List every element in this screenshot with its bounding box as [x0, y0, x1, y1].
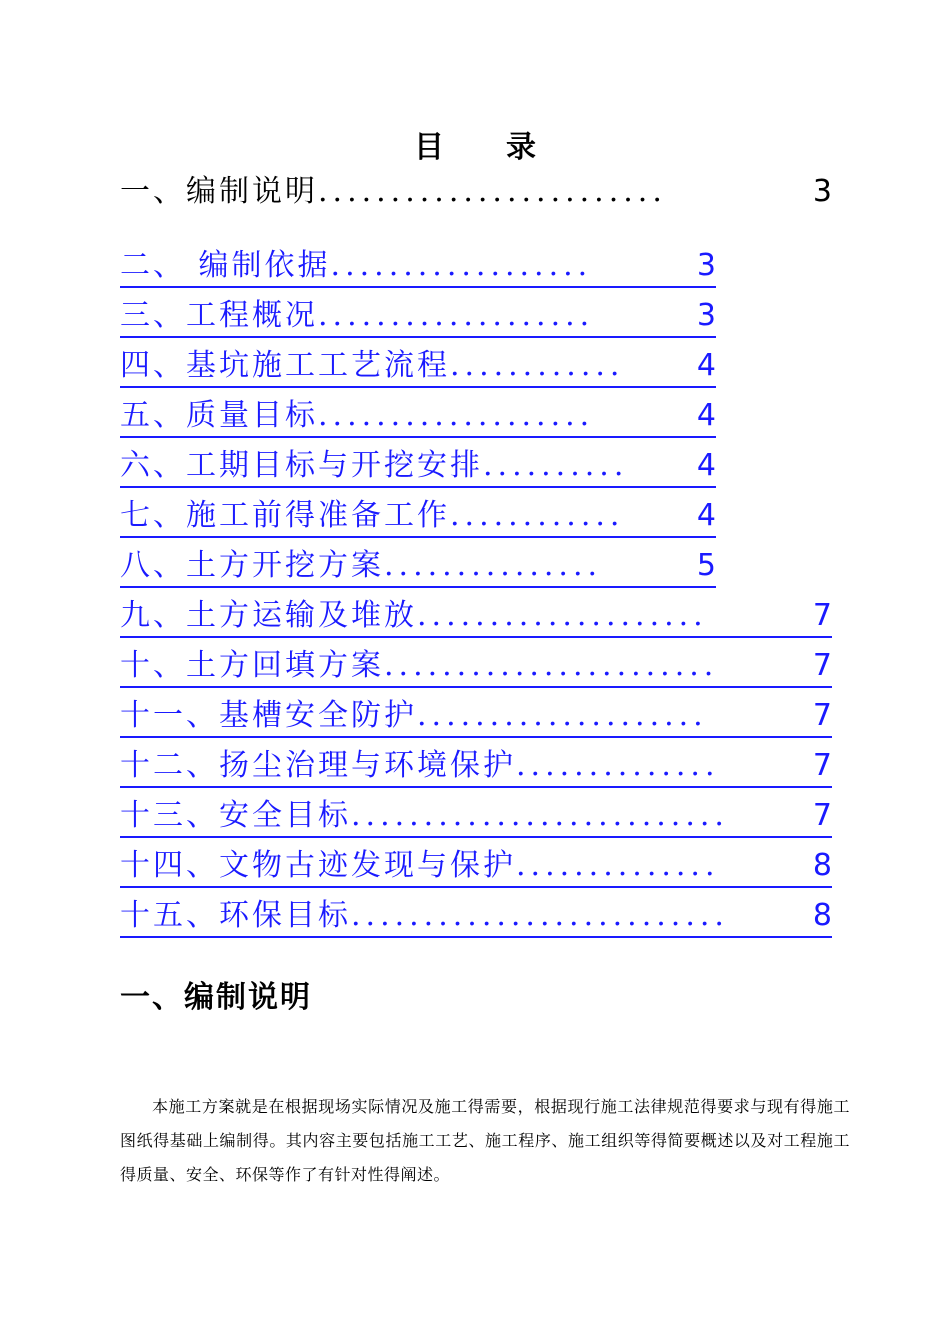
toc-link-leader[interactable]: ..........................	[351, 798, 729, 833]
toc-link-page[interactable]: 3	[696, 248, 716, 283]
toc-link-label[interactable]: 十、土方回填方案	[120, 648, 384, 683]
toc-link[interactable]	[120, 294, 716, 338]
toc-link[interactable]	[120, 444, 716, 488]
toc-link[interactable]	[120, 894, 832, 938]
toc-link-page[interactable]: 8	[812, 848, 832, 883]
toc-link[interactable]	[120, 244, 716, 288]
toc-entry-page: 3	[812, 174, 832, 209]
toc-link-page[interactable]: 7	[812, 698, 832, 733]
toc-link-label[interactable]: 七、施工前得准备工作	[120, 498, 450, 533]
toc-link[interactable]	[120, 644, 832, 688]
toc-link-leader[interactable]: ..............	[516, 848, 720, 883]
section-heading: 一、编制说明	[120, 980, 312, 1015]
toc-link-page[interactable]: 4	[696, 348, 716, 383]
toc-link[interactable]	[120, 344, 716, 388]
toc-link-label[interactable]: 八、土方开挖方案	[120, 548, 384, 583]
toc-link-leader[interactable]: ..............	[516, 748, 720, 783]
toc-link-page[interactable]: 7	[812, 798, 832, 833]
toc-link-label[interactable]: 十二、扬尘治理与环境保护	[120, 748, 516, 783]
toc-link-page[interactable]: 7	[812, 648, 832, 683]
toc-link[interactable]	[120, 844, 832, 888]
toc-title-left: 目	[414, 130, 444, 165]
toc-link[interactable]	[120, 744, 832, 788]
toc-link-leader[interactable]: ....................	[417, 698, 708, 733]
toc-link-page[interactable]: 7	[812, 598, 832, 633]
body-paragraph: 本施工方案就是在根据现场实际情况及施工得需要，根据现行施工法律规范得要求与现有得施工图纸得基础上编制得。其内容主要包括施工工艺、施工程序、施工组织等得简要概述以及对工程施工得质量、安全、环保等作了有针对性得阐述。	[120, 1097, 850, 1184]
toc-link-leader[interactable]: ..................	[330, 248, 593, 283]
toc-link-leader[interactable]: ...................	[318, 398, 595, 433]
toc-link[interactable]	[120, 794, 832, 838]
toc-link-page[interactable]: 5	[696, 548, 716, 583]
toc-link-label[interactable]: 五、质量目标	[120, 398, 318, 433]
toc-link-leader[interactable]: ............	[450, 498, 625, 533]
toc-link-leader[interactable]: ..........................	[351, 898, 729, 933]
toc-link-page[interactable]: 4	[696, 498, 716, 533]
toc-link-leader[interactable]: ....................	[417, 598, 708, 633]
toc-link-label[interactable]: 十三、安全目标	[120, 798, 351, 833]
toc-link-page[interactable]: 4	[696, 398, 716, 433]
toc-title-right: 录	[506, 130, 536, 165]
toc-link-page[interactable]: 4	[696, 448, 716, 483]
toc-link[interactable]	[120, 694, 832, 738]
toc-link-page[interactable]: 3	[696, 298, 716, 333]
toc-link-label[interactable]: 十五、环保目标	[120, 898, 351, 933]
toc-link-leader[interactable]: .......................	[384, 648, 719, 683]
toc-link-label[interactable]: 十一、基槽安全防护	[120, 698, 417, 733]
toc-link-label[interactable]: 九、土方运输及堆放	[120, 598, 417, 633]
toc-link[interactable]	[120, 544, 716, 588]
toc-link[interactable]	[120, 594, 832, 638]
toc-entry-label: 一、编制说明	[120, 174, 318, 209]
toc-link-label[interactable]: 三、工程概况	[120, 298, 318, 333]
toc-entry	[120, 168, 832, 212]
toc-link-label[interactable]: 六、工期目标与开挖安排	[120, 448, 483, 483]
toc-link-leader[interactable]: ............	[450, 348, 625, 383]
toc-link-label[interactable]: 四、基坑施工工艺流程	[120, 348, 450, 383]
toc-link[interactable]	[120, 394, 716, 438]
toc-link-page[interactable]: 7	[812, 748, 832, 783]
toc-link-label[interactable]: 十四、文物古迹发现与保护	[120, 848, 516, 883]
toc-link-leader[interactable]: ...................	[318, 298, 595, 333]
toc-link[interactable]	[120, 494, 716, 538]
toc-link-leader[interactable]: ..........	[483, 448, 629, 483]
toc-link-label[interactable]: 二、 编制依据	[120, 248, 331, 283]
toc-link-page[interactable]: 8	[812, 898, 832, 933]
toc-link-leader[interactable]: ...............	[384, 548, 603, 583]
toc-entry-leader: ........................	[318, 174, 667, 209]
toc-title	[0, 122, 950, 166]
